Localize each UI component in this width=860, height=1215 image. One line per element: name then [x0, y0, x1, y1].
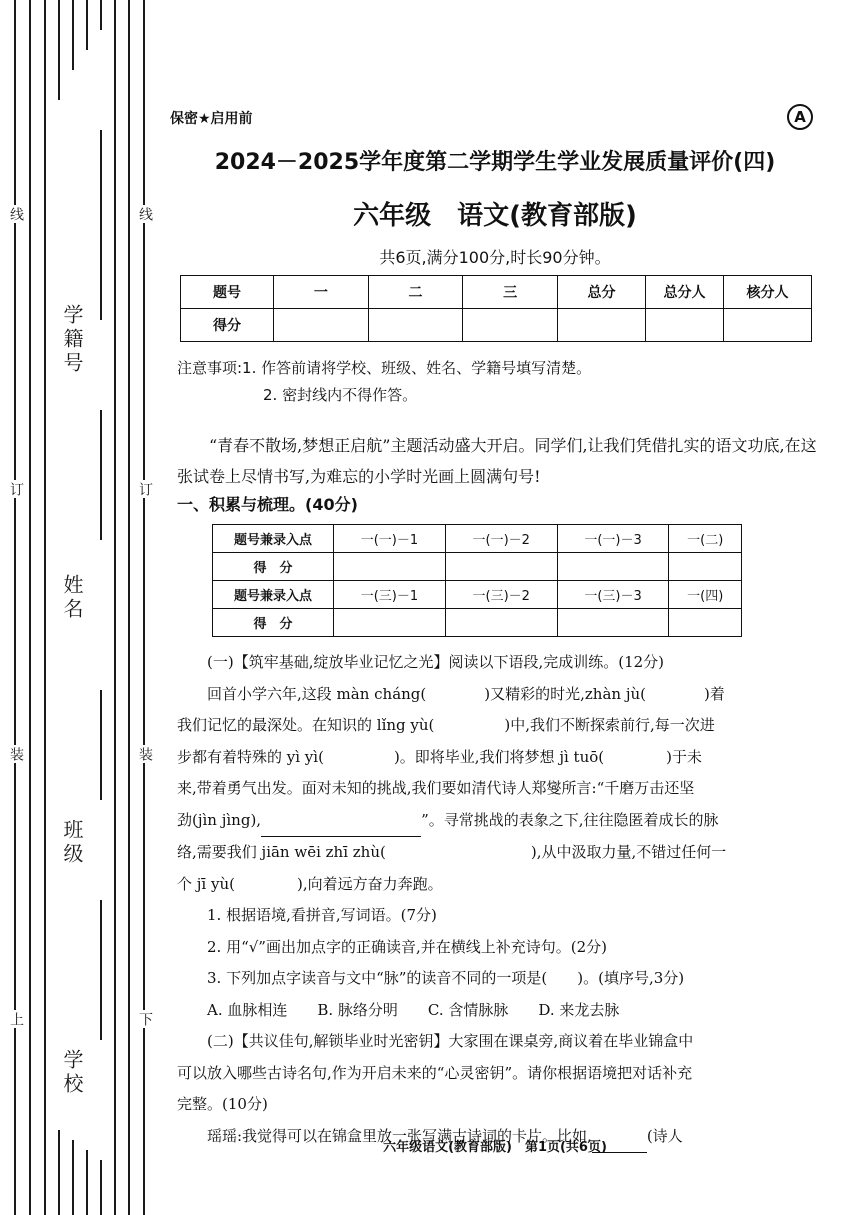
binding-line-outer-7	[100, 0, 102, 30]
passage-text: )着	[704, 684, 725, 703]
sub-table-cell	[334, 553, 446, 581]
sub-table-cell	[557, 553, 669, 581]
inner-mark-xia: 下	[137, 1012, 153, 1026]
sub-table-row	[213, 525, 742, 553]
seal-line	[143, 0, 145, 1215]
part2-line: 完整。(10分)	[177, 1095, 268, 1113]
sub-table-row	[213, 609, 742, 637]
inner-mark-zhuang: 装	[137, 747, 153, 761]
sub-table-cell: 一(四)	[669, 581, 742, 609]
passage-line: 来,带着勇气出发。面对未知的挑战,我们要如清代诗人郑燮所言:“千磨万击还坚	[177, 779, 695, 797]
sub-table-cell	[669, 609, 742, 637]
question-body	[177, 647, 817, 1153]
dialogue-text: 瑶瑶:我觉得可以在锦盒里放一张写满古诗词的卡片。比如,	[207, 1126, 592, 1145]
question-1: 1. 根据语境,看拼音,写词语。(7分)	[207, 906, 437, 924]
version-mark: A	[787, 104, 813, 130]
score-header-cell: 核分人	[724, 276, 812, 309]
score-header-cell: 题号	[181, 276, 274, 309]
part1-heading: (一)【筑牢基础,绽放毕业记忆之光】阅读以下语段,完成训练。(12分)	[207, 653, 665, 671]
passage-text: ”。寻常挑战的表象之下,往往隐匿着成长的脉	[421, 810, 719, 829]
binding-line-inner-1	[114, 0, 116, 1215]
poem-answer-blank[interactable]	[261, 805, 421, 838]
intro-paragraph: “青春不散场,梦想正启航”主题活动盛大开启。同学们,让我们凭借扎实的语文功底,在这张试卷上尽情书写,为难忘的小学时光画上圆满句号!	[177, 436, 817, 486]
exam-subtitle: 六年级 语文(教育部版)	[353, 201, 637, 231]
sub-table-cell: 一(三)－1	[334, 581, 446, 609]
part2-line: 可以放入哪些古诗名句,作为开启未来的“心灵密钥”。请你根据语境把对话补充	[177, 1063, 693, 1082]
exam-info: 共6页,满分100分,时长90分钟。	[379, 248, 611, 267]
passage-line	[177, 742, 817, 774]
outer-mark-ding: 订	[8, 482, 24, 496]
field-label-school: 学校	[58, 1045, 87, 1101]
dialogue-text: (诗人	[646, 1126, 683, 1145]
sub-table-label: 题号兼录入点	[213, 525, 334, 553]
outer-mark-zhuang: 装	[8, 747, 24, 761]
field-line-xueji	[100, 130, 102, 320]
field-label-name: 姓名	[58, 570, 87, 626]
passage-text: 我们记忆的最深处。在知识的 lǐng yù(	[177, 716, 435, 734]
binding-line-bottom-7	[100, 1160, 102, 1215]
passage-text: 步都有着特殊的 yì yì(	[177, 747, 324, 766]
sub-table-cell: 一(一)－2	[445, 525, 557, 553]
part2-heading: (二)【共议佳句,解锁毕业时光密钥】大家围在课桌旁,商议着在毕业锦盒中	[207, 1032, 694, 1050]
binding-line-outer-1	[14, 0, 16, 1215]
passage-text: ),从中汲取力量,不错过任何一	[530, 843, 727, 861]
sub-table-row	[213, 581, 742, 609]
outer-mark-shang: 上	[8, 1012, 24, 1026]
sub-table-row	[213, 553, 742, 581]
score-table-score-row	[181, 309, 812, 342]
score-row-label: 得分	[181, 309, 274, 342]
field-label-student-id: 学籍号	[58, 300, 87, 380]
sub-table-cell: 一(一)－1	[334, 525, 446, 553]
passage-line	[177, 679, 817, 711]
sub-table-label: 题号兼录入点	[213, 581, 334, 609]
exam-title: 2024－2025学年度第二学期学生学业发展质量评价(四)	[214, 150, 776, 175]
inner-mark-ding: 订	[137, 482, 153, 496]
binding-line-bottom-4	[58, 1130, 60, 1215]
passage-line	[177, 837, 817, 869]
passage-text: )于未	[666, 747, 702, 766]
sub-table-cell	[445, 609, 557, 637]
notes	[177, 355, 591, 409]
binding-line-inner-2	[128, 0, 130, 1215]
score-cell	[463, 309, 558, 342]
score-cell	[274, 309, 369, 342]
field-label-class: 班级	[58, 815, 87, 871]
binding-line-outer-6	[86, 0, 88, 50]
note-line-2: 2. 密封线内不得作答。	[263, 386, 418, 404]
field-line-banji	[100, 690, 102, 800]
sub-table-cell	[669, 553, 742, 581]
score-cell	[646, 309, 724, 342]
binding-line-outer-4	[58, 0, 60, 100]
score-header-cell: 二	[368, 276, 463, 309]
sub-table-label: 得 分	[213, 553, 334, 581]
binding-line-outer-5	[72, 0, 74, 70]
note-line-1: 注意事项:1. 作答前请将学校、班级、姓名、学籍号填写清楚。	[177, 359, 592, 377]
field-line-xingming	[100, 410, 102, 540]
passage-text: 个 jī yù(	[177, 874, 235, 893]
score-cell	[368, 309, 463, 342]
sub-table-cell	[557, 609, 669, 637]
question-2: 2. 用“√”画出加点字的正确读音,并在横线上补充诗句。(2分)	[207, 937, 607, 956]
inner-mark-xian: 线	[137, 207, 153, 221]
sub-table-cell: 一(三)－2	[445, 581, 557, 609]
question-3: 3. 下列加点字读音与文中“脉”的读音不同的一项是( )。(填序号,3分)	[207, 969, 685, 987]
score-cell	[724, 309, 812, 342]
binding-line-outer-2	[29, 0, 31, 1215]
passage-line	[177, 869, 817, 901]
passage-text: )又精彩的时光,zhàn jù(	[484, 684, 646, 703]
section-1-heading: 一、积累与梳理。(40分)	[177, 495, 358, 514]
sub-table-cell: 一(二)	[669, 525, 742, 553]
passage-text: 回首小学六年,这段 màn cháng(	[207, 684, 427, 703]
score-cell	[558, 309, 646, 342]
sub-table-cell: 一(一)－3	[557, 525, 669, 553]
score-table-header-row	[181, 276, 812, 309]
score-table	[180, 275, 812, 342]
score-header-cell: 三	[463, 276, 558, 309]
sub-table-cell	[445, 553, 557, 581]
passage-text: 劲(jìn jìng),	[177, 810, 262, 829]
sub-table-cell: 一(三)－3	[557, 581, 669, 609]
passage-text: 络,需要我们 jiān wēi zhī zhù(	[177, 843, 386, 861]
outer-mark-xian: 线	[8, 207, 24, 221]
score-header-cell: 总分人	[646, 276, 724, 309]
passage-text: ),向着远方奋力奔跑。	[296, 874, 443, 893]
score-header-cell: 总分	[558, 276, 646, 309]
passage-line	[177, 710, 817, 742]
question-3-options: A. 血脉相连 B. 脉络分明 C. 含情脉脉 D. 来龙去脉	[207, 1000, 620, 1019]
sub-score-table	[212, 524, 742, 637]
sub-table-cell	[334, 609, 446, 637]
passage-line	[177, 805, 817, 838]
binding-line-bottom-5	[72, 1140, 74, 1215]
passage-text: )中,我们不断探索前行,每一次进	[504, 716, 715, 734]
passage-text: )。即将毕业,我们将梦想 jì tuō(	[393, 747, 605, 766]
secret-label: 保密★启用前	[170, 111, 253, 127]
score-header-cell: 一	[274, 276, 369, 309]
binding-line-outer-3	[44, 0, 46, 1215]
binding-line-bottom-6	[86, 1150, 88, 1215]
sub-table-label: 得 分	[213, 609, 334, 637]
page-footer: 六年级语文(教育部版) 第1页(共6页)	[383, 1140, 607, 1155]
field-line-xuexiao	[100, 900, 102, 1040]
